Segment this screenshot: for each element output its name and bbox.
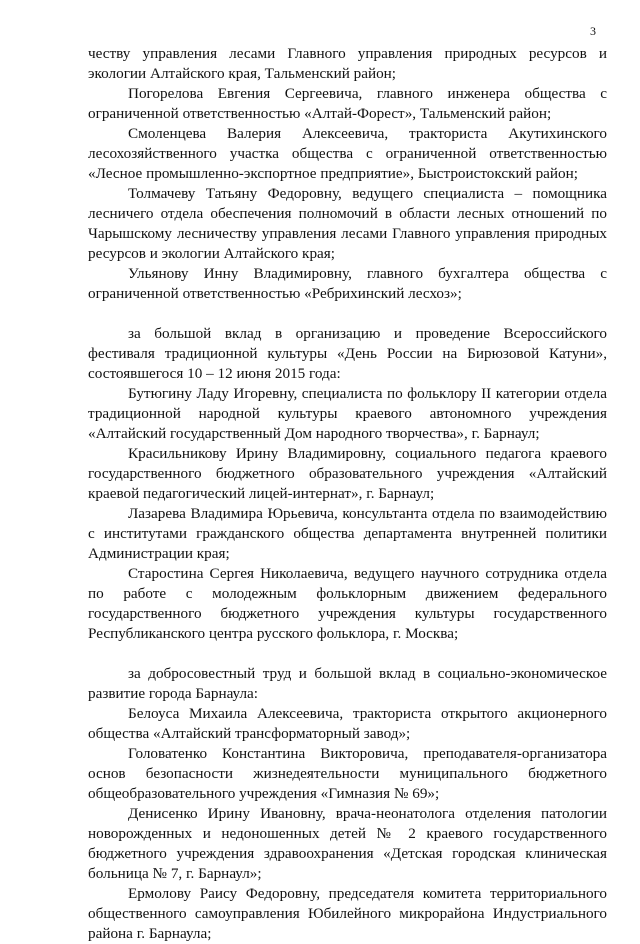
document-body: [88, 44, 607, 944]
page-number: 3: [590, 24, 596, 38]
paragraph: Лазарева Владимира Юрьевича, консультанта отдела по взаимодействию с институтами гражданского общества департамента внутренней политики Администрации края;: [88, 505, 607, 562]
section-gap: [88, 304, 607, 324]
section-intro: за большой вклад в организацию и проведение Всероссийского фестиваля традиционной культуры «День России на Бирюзовой Катуни», состоявшегося 10 – 12 июня 2015 года:: [88, 325, 607, 382]
paragraph: Белоуса Михаила Алексеевича, тракториста открытого акционерного общества «Алтайский трансформаторный завод»;: [88, 705, 607, 742]
paragraph: честву управления лесами Главного управления природных ресурсов и экологии Алтайского края, Тальменский район;: [88, 45, 607, 82]
paragraph: Толмачеву Татьяну Федоровну, ведущего специалиста – помощника лесничего отдела обеспечения полномочий в области лесных отношений по Чарышскому лесничеству управления лесами Главного управления природных ресурсов и экологии Алтайского края;: [88, 185, 607, 262]
paragraph: Головатенко Константина Викторовича, преподавателя-организатора основ безопасности жизнедеятельности муниципального бюджетного общеобразовательного учреждения «Гимназия № 69»;: [88, 745, 607, 802]
paragraph: Ульянову Инну Владимировну, главного бухгалтера общества с ограниченной ответственностью «Ребрихинский лесхоз»;: [88, 265, 607, 302]
section-intro: за добросовестный труд и большой вклад в социально-экономическое развитие города Барнаула:: [88, 665, 607, 702]
paragraph: Смоленцева Валерия Алексеевича, тракториста Акутихинского лесохозяйственного участка общества с ограниченной ответственностью «Лесное промышленно-экспортное предприятие», Быстроистокский район;: [88, 125, 607, 182]
section-gap: [88, 644, 607, 664]
paragraph: Погорелова Евгения Сергеевича, главного инженера общества с ограниченной ответственностью «Алтай-Форест», Тальменский район;: [88, 85, 607, 122]
paragraph: Денисенко Ирину Ивановну, врача-неонатолога отделения патологии новорожденных и недоношенных детей № 2 краевого государственного бюджетного учреждения здравоохранения «Детская городская клиническая больница № 7, г. Барнаул»;: [88, 805, 607, 882]
paragraph: Ермолову Раису Федоровну, председателя комитета территориального общественного самоуправления Юбилейного микрорайона Индустриального района г. Барнаула;: [88, 885, 607, 942]
paragraph: Красильникову Ирину Владимировну, социального педагога краевого государственного бюджетного образовательного учреждения «Алтайский краевой педагогический лицей-интернат», г. Барнаул;: [88, 445, 607, 502]
paragraph: Бутюгину Ладу Игоревну, специалиста по фольклору II категории отдела традиционной народной культуры краевого автономного учреждения «Алтайский государственный Дом народного творчества», г. Барнаул;: [88, 385, 607, 442]
paragraph: Старостина Сергея Николаевича, ведущего научного сотрудника отдела по работе с молодежным фольклорным движением федерального государственного бюджетного учреждения культуры государственного Республиканского центра русского фольклора, г. Москва;: [88, 565, 607, 642]
